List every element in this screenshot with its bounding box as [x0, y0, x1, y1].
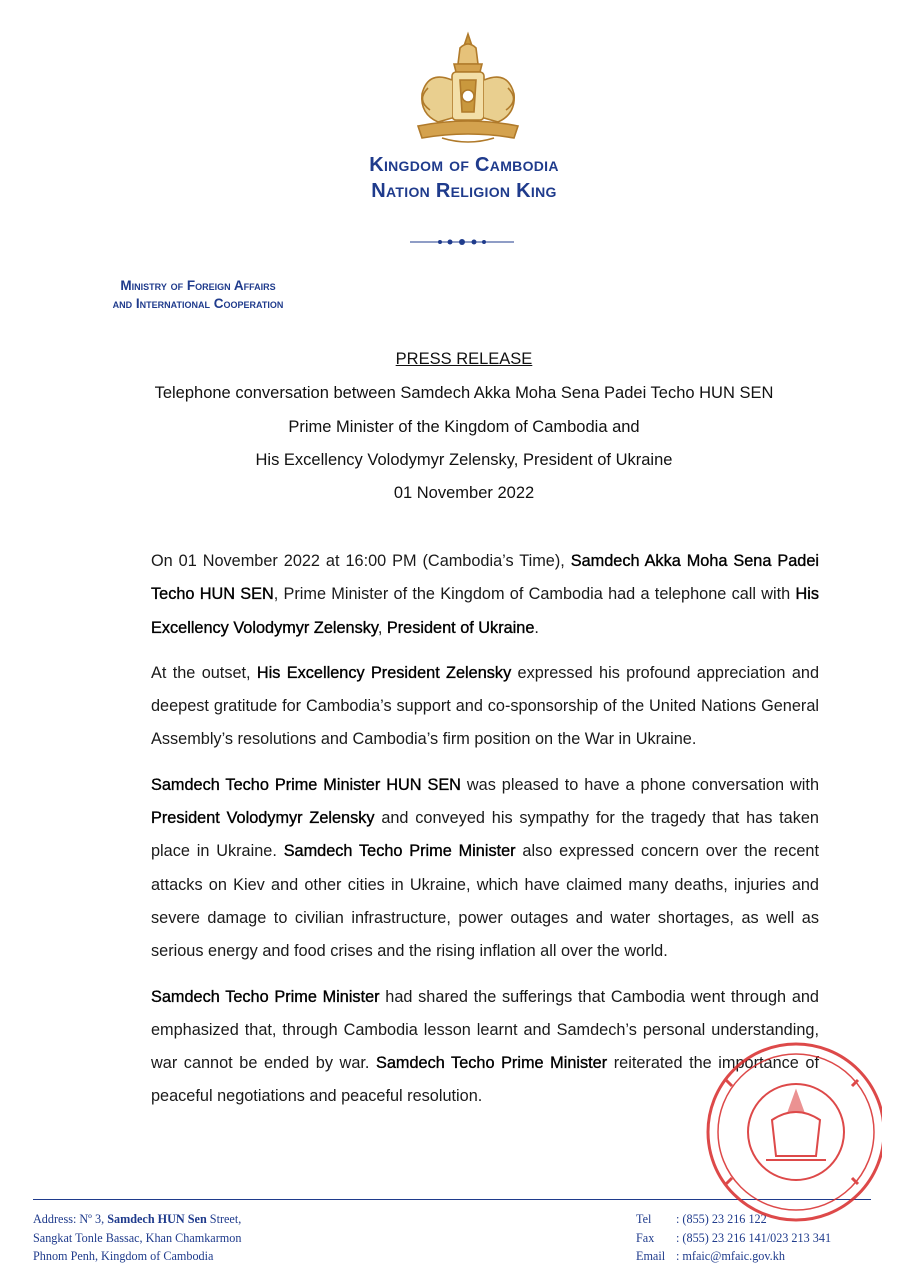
paragraph-3: Samdech Techo Prime Minister HUN SEN was pleased to have a phone conversation with President Volodymyr Zelensky and conveyed his sympathy for the tragedy that has taken place in Ukraine. Samdech Techo Prime Minister also expressed concern over the recent attacks on Kiev and other cities in Ukraine, which have claimed many deaths, injuries and severe damage to civilian infrastructure, power outages and water shortages, as well as serious energy and food crises and the rising inflation all over the world.: [151, 775, 819, 961]
ministry-name-line2: and International Cooperation: [112, 296, 284, 311]
ministry-name: Ministry of Foreign Affairs: [120, 278, 276, 293]
paragraph-4: Samdech Techo Prime Minister had shared the sufferings that Cambodia went through and emphasized that, through Cambodia lesson learnt and Samdech’s personal understanding, war cannot be ended by war. Samdech Techo Prime Minister reiterated the importance of peaceful negotiations and peaceful resolution.: [151, 987, 819, 1106]
royal-arms-emblem-icon: [408, 30, 528, 148]
headline-line-2: Prime Minister of the Kingdom of Cambodia and: [288, 418, 640, 436]
contact-tel: Tel : (855) 23 216 122: [636, 1212, 767, 1226]
contact-fax: Fax : (855) 23 216 141/023 213 341: [636, 1230, 832, 1245]
contact-email: Email : mfaic@mfaic.gov.kh: [636, 1249, 785, 1263]
motto-heading: Nation Religion King: [371, 180, 557, 202]
headline-line-1: Telephone conversation between Samdech Akka Moha Sena Padei Techo HUN SEN: [154, 384, 774, 402]
paragraph-2: At the outset, His Excellency President Zelensky expressed his profound appreciation and deepest gratitude for Cambodia’s support and co-sponsorship of the United Nations General Assembly’s resolutions and Cambodia’s firm position on the War in Ukraine.: [151, 663, 819, 749]
release-date: 01 November 2022: [393, 484, 535, 502]
footer-address: Address: Nº 3, Samdech HUN Sen Street, Sangkat Tonle Bassac, Khan Chamkarmon Phnom Penh, Kingdom of Cambodia: [33, 1212, 242, 1263]
kingdom-heading: Kingdom of Cambodia: [369, 154, 559, 176]
divider-ornament-icon: [410, 234, 514, 250]
press-release-label: PRESS RELEASE: [395, 350, 533, 368]
official-stamp-icon: [686, 1020, 882, 1238]
headline-line-3: His Excellency Volodymyr Zelensky, President of Ukraine: [255, 451, 673, 469]
paragraph-1: On 01 November 2022 at 16:00 PM (Cambodia’s Time), Samdech Akka Moha Sena Padei Techo HUN SEN, Prime Minister of the Kingdom of Cambodia had a telephone call with His Excellency Volodymyr Zelensky, President of Ukraine.: [151, 552, 819, 637]
